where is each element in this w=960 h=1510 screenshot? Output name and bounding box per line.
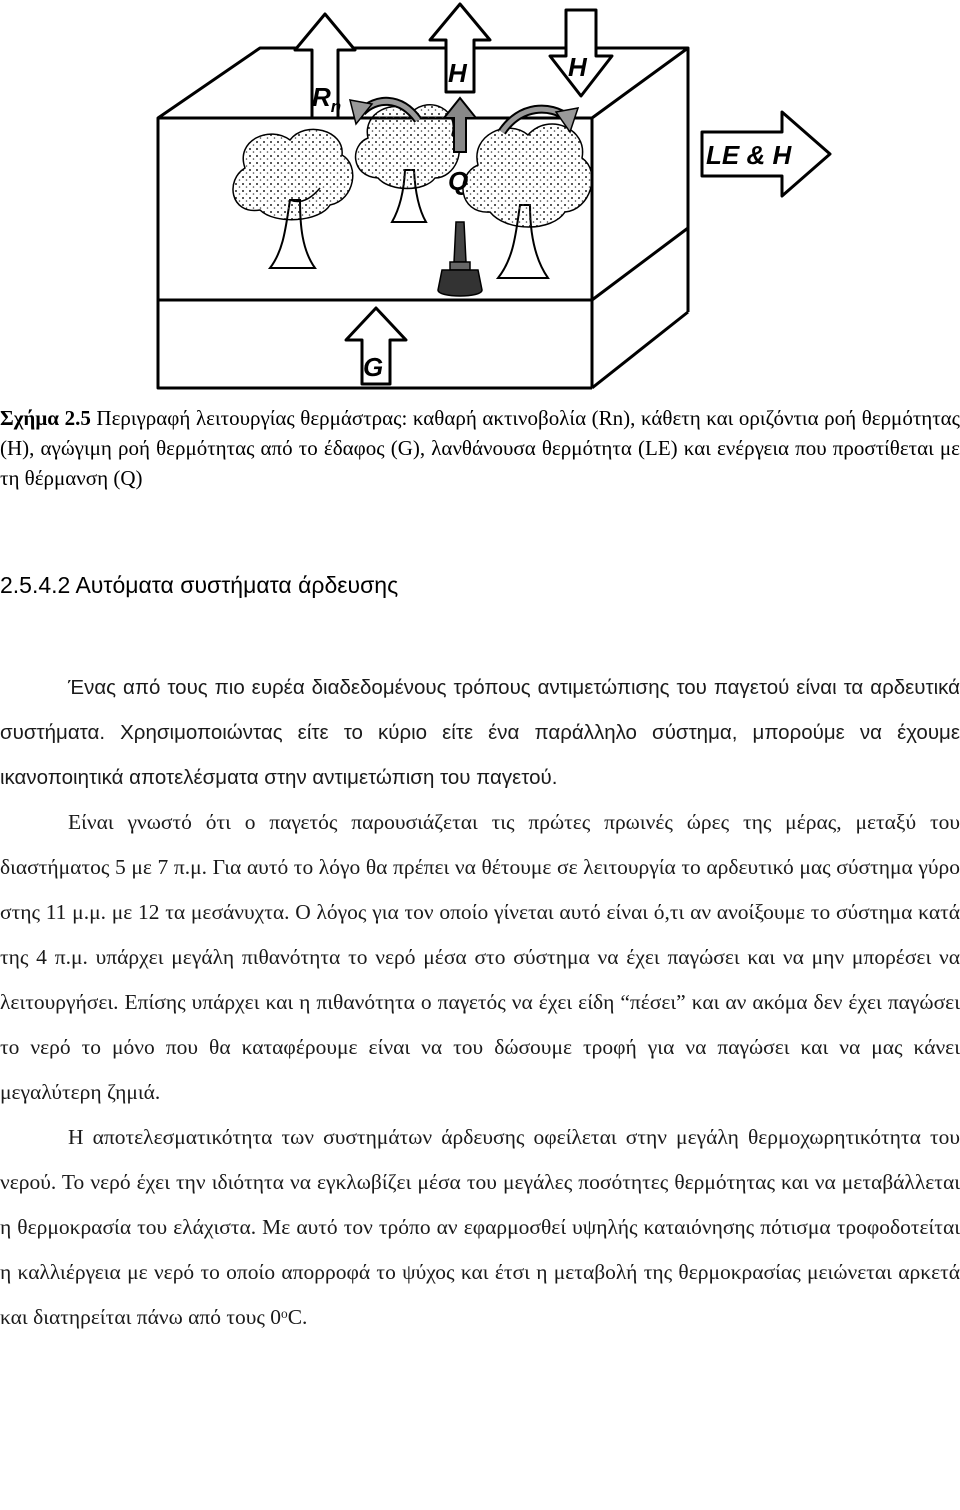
section-heading: 2.5.4.2 Αυτόματα συστήματα άρδευσης <box>0 572 399 598</box>
tree-left <box>233 129 353 268</box>
paragraph-3-text: Η αποτελεσματικότητα των συστημάτων άρδευσης οφείλεται στην μεγάλη θερμοχωρητικότητα του νερού. Το νερό έχει την ιδιότητα να εγκλωβίζει μέσα του μεγάλες ποσότητες θερμότητας και να μεταβάλλεται η θερμοκρασία του ελάχιστα. Με αυτό τον τρόπο αν εφαρμοσθεί υψηλής καταιόνησης πότισμα τροφοδοτείται η καλλιέργεια με νερό το οποίο απορροφά το ψύχος και έτσι η μεταβολή της θερμοκρασίας μειώνεται αρκετά και διατηρείται πάνω από τους 0 <box>0 1125 960 1329</box>
paragraph-2: Είναι γνωστό ότι ο παγετός παρουσιάζεται τις πρώτες πρωινές ώρες της μέρας, μεταξύ του διαστήματος 5 με 7 π.μ. Για αυτό το λόγο θα πρέπει να θέτουμε σε λειτουργία το αρδευτικό μας σύστημα γύρο στης 11 μ.μ. με 12 τα μεσάνυχτα. Ο λόγος για τον οποίο γίνεται αυτό είναι ό,τι αν ανοίξουμε το σύστημα κατά της 4 π.μ. υπάρχει μεγάλη πιθανότητα το νερό μέσα στο σύστημα να έχει παγώσει και να μην μπορέσει να λειτουργήσει. Επίσης υπάρχει και η πιθανότητα ο παγετός να έχει είδη “πέσει” και αν ακόμα δεν έχει παγώσει το νερό το μόνο που θα καταφέρουμε είναι να του δώσουμε τροφή για να παγώσει και να μας κάνει μεγαλύτερη ζημιά. <box>0 810 960 1104</box>
section-body <box>0 665 960 1340</box>
h-right-label: H <box>568 52 587 82</box>
rn-label: $R_n$ <box>312 82 342 116</box>
caption-text: Περιγραφή λειτουργίας θερμάστρας: καθαρή ακτινοβολία (Rn), κάθετη και οριζόντια ροή θερμότητας (Η), αγώγιμη ροή θερμότητας από το έδαφος (G), λανθάνουσα θερμότητα (LE) και ενέργεια που προστίθεται με τη θέρμανση (Q) <box>0 406 960 490</box>
temperature-unit: C. <box>287 1305 308 1329</box>
caption-label: Σχήμα 2.5 <box>0 406 91 430</box>
le-h-label: LE & H <box>706 140 792 170</box>
paragraph-1: Ένας από τους πιο ευρέα διαδεδομένους τρόπους αντιμετώπισης του παγετού είναι τα αρδευτικά συστήματα. Χρησιμοποιώντας είτε το κύριο είτε ένα παράλληλο σύστημα, μπορούμε να έχουμε ικανοποιητικά αποτελέσματα στην αντιμετώπιση του παγετού. <box>0 676 960 789</box>
tree-center <box>356 105 460 222</box>
heater-diagram <box>150 0 840 392</box>
degree-superscript: o <box>281 1306 288 1322</box>
heater-icon <box>438 222 482 296</box>
paragraph-3 <box>0 1115 960 1340</box>
h-center-label: H <box>448 58 467 88</box>
g-label: G <box>363 352 384 382</box>
q-label: Q <box>448 166 469 196</box>
figure-caption <box>0 403 960 493</box>
